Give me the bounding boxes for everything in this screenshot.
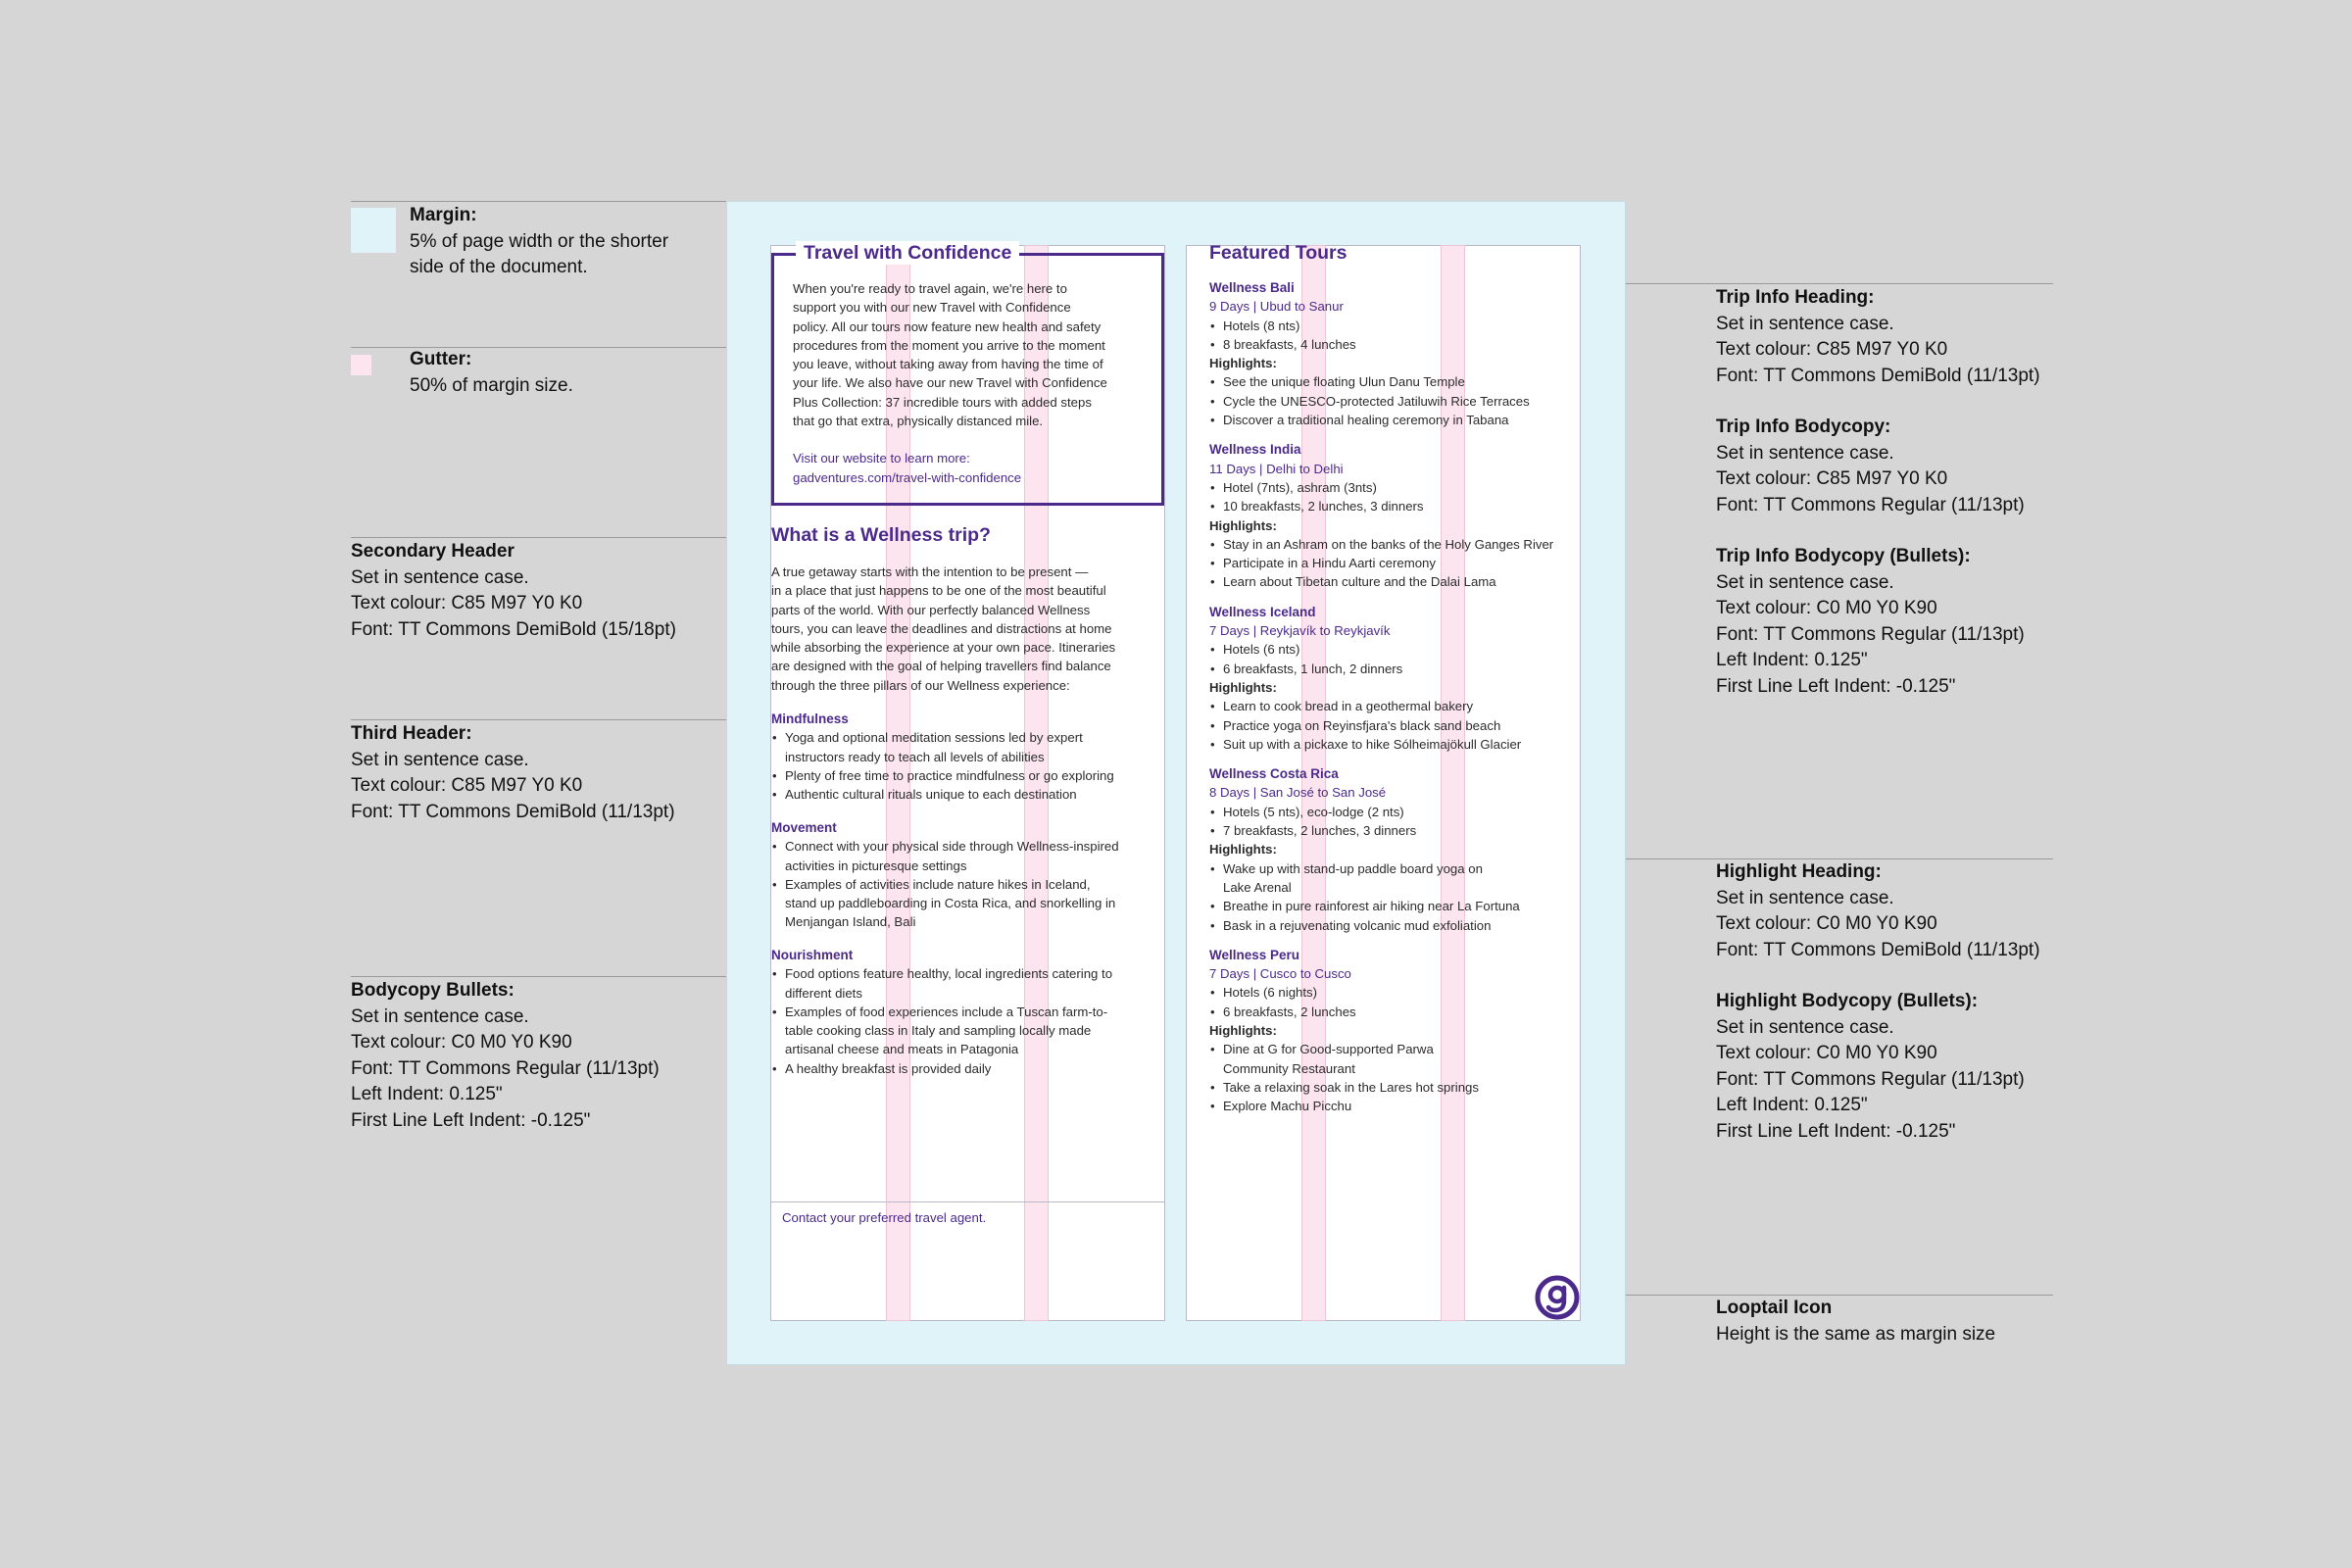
annotation-line: Font: TT Commons Regular (11/13pt) bbox=[1716, 1068, 2025, 1090]
annotation-line: Set in sentence case. bbox=[351, 749, 529, 770]
annotation-line: Set in sentence case. bbox=[1716, 442, 1894, 464]
bullet-line: Lake Arenal bbox=[1223, 879, 1292, 895]
bullet-line: Community Restaurant bbox=[1223, 1060, 1355, 1076]
annotation-line: Font: TT Commons Regular (11/13pt) bbox=[351, 1057, 660, 1079]
body-line: through the three pillars of our Wellness experience: bbox=[771, 677, 1070, 693]
bullet-line: • Authentic cultural rituals unique to each destination bbox=[785, 787, 1077, 803]
tour-route: 9 Days | Ubud to Sanur bbox=[1209, 299, 1344, 315]
annotation-line: Set in sentence case. bbox=[1716, 313, 1894, 334]
annotation-trip-info-bullets bbox=[1716, 544, 2025, 700]
body-line: procedures from the moment you arrive to the moment bbox=[793, 337, 1105, 353]
confidence-link-label: Visit our website to learn more: bbox=[793, 451, 970, 466]
annotation-title: Highlight Heading: bbox=[1716, 861, 1882, 882]
tour-route: 11 Days | Delhi to Delhi bbox=[1209, 461, 1344, 476]
tour-costa-rica bbox=[1209, 764, 1621, 935]
body-line: that go that extra, physically distanced mile. bbox=[793, 414, 1044, 429]
bullet-line: • Food options feature healthy, local ingredients catering to bbox=[785, 966, 1113, 982]
annotation-line: Text colour: C0 M0 Y0 K90 bbox=[351, 1032, 572, 1053]
body-line: support you with our new Travel with Confidence bbox=[793, 300, 1071, 316]
info-bullet: • 6 breakfasts, 2 lunches bbox=[1209, 1003, 1621, 1021]
tours-list bbox=[1209, 278, 1621, 1126]
bullet-line: table cooking class in Italy and sampling locally made bbox=[785, 1023, 1092, 1039]
annotation-line: Set in sentence case. bbox=[1716, 887, 1894, 908]
highlight-bullet: • Cycle the UNESCO-protected Jatiluwih Rice Terraces bbox=[1209, 392, 1621, 411]
bullet-line: instructors ready to teach all levels of abilities bbox=[785, 749, 1045, 764]
highlights-heading: Highlights: bbox=[1209, 356, 1277, 371]
bullet-item bbox=[771, 785, 1161, 804]
annotation-line: 50% of margin size. bbox=[410, 374, 573, 396]
bullet-item bbox=[771, 875, 1161, 932]
annotation-trip-info-heading bbox=[1716, 285, 2040, 389]
body-line: in a place that just happens to be one of the most beautiful bbox=[771, 583, 1106, 599]
annotation-line: Set in sentence case. bbox=[351, 1005, 529, 1027]
body-line: A true getaway starts with the intention to be present — bbox=[771, 564, 1089, 579]
info-bullet: • Hotels (6 nts) bbox=[1209, 640, 1621, 659]
leader-line-secondary-header bbox=[351, 537, 772, 538]
annotation-line: Font: TT Commons DemiBold (11/13pt) bbox=[1716, 365, 2040, 386]
annotation-third-header bbox=[351, 721, 675, 825]
info-bullet: • Hotels (5 nts), eco-lodge (2 nts) bbox=[1209, 803, 1621, 821]
wellness-title: What is a Wellness trip? bbox=[771, 524, 991, 546]
confidence-body bbox=[793, 279, 1155, 487]
leader-line-third-header bbox=[351, 719, 772, 720]
leader-line-bodycopy-bullets bbox=[351, 976, 772, 977]
body-line: you leave, without taking away from having the time of bbox=[793, 357, 1103, 372]
bullet-line: • A healthy breakfast is provided daily bbox=[785, 1060, 992, 1076]
highlight-bullet: • Bask in a rejuvenating volcanic mud exfoliation bbox=[1209, 916, 1621, 935]
annotation-line: Set in sentence case. bbox=[351, 566, 529, 588]
section-movement bbox=[771, 818, 1161, 932]
annotation-line: Text colour: C0 M0 Y0 K90 bbox=[1716, 1043, 1937, 1063]
annotation-line: Font: TT Commons DemiBold (11/13pt) bbox=[1716, 939, 2040, 960]
body-line: parts of the world. With our perfectly balanced Wellness bbox=[771, 602, 1091, 617]
annotation-title: Bodycopy Bullets: bbox=[351, 980, 514, 1001]
highlights-heading: Highlights: bbox=[1209, 842, 1277, 858]
section-heading: Nourishment bbox=[771, 948, 854, 962]
leader-line-margin bbox=[351, 201, 727, 202]
section-heading: Movement bbox=[771, 820, 837, 835]
annotation-line: Left Indent: 0.125" bbox=[1716, 650, 1868, 670]
body-line: while absorbing the experience at your own pace. Itineraries bbox=[771, 640, 1116, 656]
highlight-bullet: • Take a relaxing soak in the Lares hot springs bbox=[1209, 1078, 1621, 1097]
tour-bali bbox=[1209, 278, 1621, 429]
bullet-item bbox=[771, 766, 1161, 785]
highlight-bullet: • Learn to cook bread in a geothermal bakery bbox=[1209, 697, 1621, 715]
margin-swatch bbox=[351, 208, 396, 253]
annotation-bodycopy-bullets bbox=[351, 978, 660, 1134]
annotation-title: Highlight Bodycopy (Bullets): bbox=[1716, 991, 1979, 1011]
annotation-title: Secondary Header bbox=[351, 541, 514, 562]
body-line: tours, you can leave the deadlines and distractions at home bbox=[771, 620, 1112, 636]
bullet-line: different diets bbox=[785, 985, 862, 1001]
tour-india bbox=[1209, 440, 1621, 591]
highlights-heading: Highlights: bbox=[1209, 679, 1277, 695]
highlight-bullet: • Stay in an Ashram on the banks of the Holy Ganges River bbox=[1209, 535, 1621, 554]
annotation-title: Trip Info Heading: bbox=[1716, 287, 1875, 308]
bullet-line: artisanal cheese and meats in Patagonia bbox=[785, 1042, 1019, 1057]
annotation-line: Font: TT Commons Regular (11/13pt) bbox=[1716, 494, 2025, 515]
annotation-line: Text colour: C85 M97 Y0 K0 bbox=[351, 593, 583, 613]
annotation-trip-info-bodycopy bbox=[1716, 415, 2025, 518]
highlight-bullet bbox=[1209, 859, 1621, 898]
annotation-line: Text colour: C85 M97 Y0 K0 bbox=[351, 775, 583, 796]
annotation-title: Looptail Icon bbox=[1716, 1298, 1833, 1318]
tour-peru bbox=[1209, 946, 1621, 1116]
annotation-line: Font: TT Commons DemiBold (11/13pt) bbox=[351, 801, 675, 822]
annotation-line: Left Indent: 0.125" bbox=[1716, 1095, 1868, 1115]
bullet-item bbox=[771, 837, 1161, 875]
bullet-line: Menjangan Island, Bali bbox=[785, 914, 916, 930]
contact-text: Contact your preferred travel agent. bbox=[782, 1210, 987, 1225]
highlight-bullet: • Learn about Tibetan culture and the Dalai Lama bbox=[1209, 572, 1621, 591]
annotation-gutter bbox=[410, 347, 573, 399]
tour-name: Wellness Peru bbox=[1209, 947, 1300, 962]
annotation-title: Trip Info Bodycopy (Bullets): bbox=[1716, 546, 1971, 566]
highlight-bullet: • Participate in a Hindu Aarti ceremony bbox=[1209, 554, 1621, 572]
looptail-icon-svg bbox=[1535, 1275, 1580, 1320]
annotation-line: Set in sentence case. bbox=[1716, 1016, 1894, 1038]
annotation-line: side of the document. bbox=[410, 257, 588, 277]
highlight-bullet: • Practice yoga on Reyinsfjara's black sand beach bbox=[1209, 716, 1621, 735]
featured-tours-title: Featured Tours bbox=[1209, 242, 1348, 264]
annotation-title: Gutter: bbox=[410, 349, 472, 369]
bullet-line: activities in picturesque settings bbox=[785, 858, 967, 873]
info-bullet: • 7 breakfasts, 2 lunches, 3 dinners bbox=[1209, 821, 1621, 840]
bullet-line: • Yoga and optional meditation sessions led by expert bbox=[785, 730, 1083, 746]
annotation-line: Height is the same as margin size bbox=[1716, 1323, 1996, 1345]
annotation-line: Font: TT Commons DemiBold (15/18pt) bbox=[351, 618, 676, 640]
info-bullet: • 6 breakfasts, 1 lunch, 2 dinners bbox=[1209, 660, 1621, 678]
body-line: Plus Collection: 37 incredible tours with added steps bbox=[793, 394, 1092, 410]
highlight-bullet: • Suit up with a pickaxe to hike Sólheimajökull Glacier bbox=[1209, 735, 1621, 754]
highlights-heading: Highlights: bbox=[1209, 517, 1277, 533]
annotation-looptail-icon bbox=[1716, 1296, 1995, 1348]
info-bullet: • Hotel (7nts), ashram (3nts) bbox=[1209, 478, 1621, 497]
gutter-swatch bbox=[351, 355, 371, 375]
annotation-line: Font: TT Commons Regular (11/13pt) bbox=[1716, 623, 2025, 645]
highlight-bullet: • Breathe in pure rainforest air hiking near La Fortuna bbox=[1209, 897, 1621, 915]
confidence-link[interactable]: gadventures.com/travel-with-confidence bbox=[793, 469, 1022, 485]
bullet-line: • Dine at G for Good-supported Parwa bbox=[1223, 1042, 1434, 1057]
bullet-item bbox=[771, 1003, 1161, 1059]
info-bullet: • Hotels (6 nights) bbox=[1209, 983, 1621, 1002]
annotation-title: Third Header: bbox=[351, 723, 472, 744]
bullet-line: • Examples of activities include nature hikes in Iceland, bbox=[785, 876, 1091, 892]
tour-name: Wellness Costa Rica bbox=[1209, 766, 1339, 782]
annotation-line: Left Indent: 0.125" bbox=[351, 1084, 503, 1104]
tour-name: Wellness Bali bbox=[1209, 280, 1295, 295]
annotation-line: Text colour: C0 M0 Y0 K90 bbox=[1716, 598, 1937, 618]
info-bullet: • 8 breakfasts, 4 lunches bbox=[1209, 335, 1621, 354]
tour-route: 8 Days | San José to San José bbox=[1209, 785, 1387, 801]
annotation-line: Text colour: C85 M97 Y0 K0 bbox=[1716, 468, 1948, 489]
annotation-line: Set in sentence case. bbox=[1716, 571, 1894, 593]
tour-route: 7 Days | Cusco to Cusco bbox=[1209, 966, 1351, 982]
highlights-heading: Highlights: bbox=[1209, 1022, 1277, 1038]
wellness-body bbox=[771, 563, 1158, 695]
highlight-bullet bbox=[1209, 1040, 1621, 1078]
tour-route: 7 Days | Reykjavík to Reykjavík bbox=[1209, 623, 1391, 639]
contact-divider bbox=[771, 1201, 1164, 1202]
annotation-line: Text colour: C85 M97 Y0 K0 bbox=[1716, 339, 1948, 360]
looptail-icon bbox=[1535, 1275, 1580, 1320]
annotation-title: Trip Info Bodycopy: bbox=[1716, 416, 1891, 437]
bullet-item bbox=[771, 964, 1161, 1003]
info-bullet: • 10 breakfasts, 2 lunches, 3 dinners bbox=[1209, 497, 1621, 515]
highlight-bullet: • See the unique floating Ulun Danu Temple bbox=[1209, 372, 1621, 391]
annotation-highlight-bullets bbox=[1716, 989, 2025, 1145]
annotation-line: Text colour: C0 M0 Y0 K90 bbox=[1716, 913, 1937, 934]
confidence-title: Travel with Confidence bbox=[796, 241, 1019, 265]
section-mindfulness bbox=[771, 710, 1161, 804]
annotation-line: First Line Left Indent: -0.125" bbox=[1716, 675, 1956, 697]
info-bullet: • Hotels (8 nts) bbox=[1209, 317, 1621, 335]
bullet-line: stand up paddleboarding in Costa Rica, and snorkelling in bbox=[785, 896, 1116, 911]
bullet-line: • Connect with your physical side through Wellness-inspired bbox=[785, 839, 1119, 855]
bullet-item bbox=[771, 1059, 1161, 1078]
section-nourishment bbox=[771, 946, 1161, 1078]
annotation-secondary-header bbox=[351, 539, 676, 643]
tour-iceland bbox=[1209, 603, 1621, 754]
highlight-bullet: • Explore Machu Picchu bbox=[1209, 1097, 1621, 1115]
annotation-title: Margin: bbox=[410, 205, 477, 225]
body-line: When you're ready to travel again, we're here to bbox=[793, 281, 1067, 296]
tour-name: Wellness India bbox=[1209, 442, 1301, 458]
bullet-line: • Wake up with stand-up paddle board yoga on bbox=[1223, 860, 1483, 876]
body-line: policy. All our tours now feature new health and safety bbox=[793, 318, 1102, 334]
body-line: are designed with the goal of helping travellers find balance bbox=[771, 659, 1111, 674]
tour-name: Wellness Iceland bbox=[1209, 604, 1316, 619]
annotation-margin bbox=[410, 203, 668, 281]
bullet-item bbox=[771, 728, 1161, 766]
annotation-highlight-heading bbox=[1716, 859, 2040, 963]
bullet-line: • Plenty of free time to practice mindfulness or go exploring bbox=[785, 767, 1114, 783]
annotation-line: First Line Left Indent: -0.125" bbox=[351, 1109, 591, 1131]
highlight-bullet: • Discover a traditional healing ceremony in Tabana bbox=[1209, 411, 1621, 429]
body-line: your life. We also have our new Travel with Confidence bbox=[793, 375, 1107, 391]
section-heading: Mindfulness bbox=[771, 711, 849, 726]
annotation-line: First Line Left Indent: -0.125" bbox=[1716, 1120, 1956, 1142]
annotation-line: 5% of page width or the shorter bbox=[410, 230, 669, 252]
bullet-line: • Examples of food experiences include a Tuscan farm-to- bbox=[785, 1004, 1108, 1019]
